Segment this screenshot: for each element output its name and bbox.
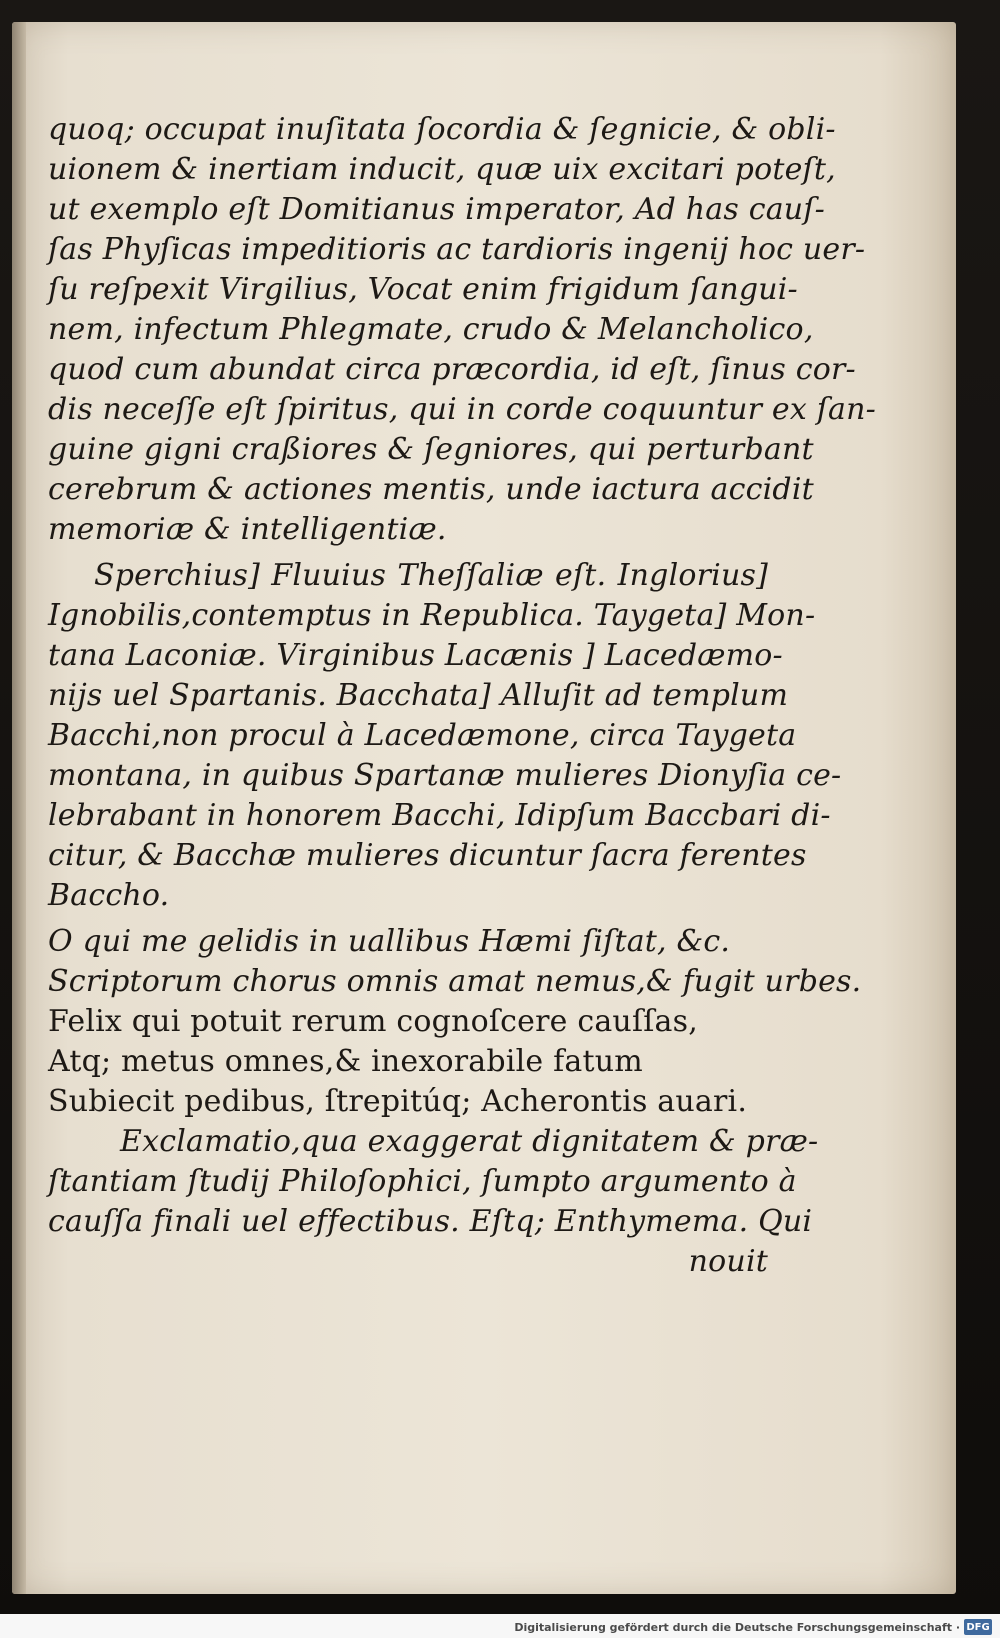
gloss-line: lebrabant in honorem Bacchi, Idipſum Baccbari di- <box>48 798 831 833</box>
dfg-logo: DFG <box>964 1619 992 1635</box>
text-line: ut exemplo eſt Domitianus imperator, Ad has cauſ- <box>48 192 825 227</box>
lemma-line: O qui me gelidis in uallibus Hæmi ſiſtat, &c. <box>48 924 731 959</box>
gloss-line: Sperchius] Fluuius Theſſaliæ eſt. Inglorius] <box>94 558 768 593</box>
verse-line: Atq; metus omnes,& inexorabile fatum <box>48 1044 643 1079</box>
exposition-line: Exclamatio,qua exaggerat dignitatem & præ- <box>120 1124 819 1159</box>
gloss-line: Baccho. <box>48 878 170 913</box>
text-line: guine gigni craßiores & ſegniores, qui perturbant <box>48 432 814 467</box>
text-line: nem, infectum Phlegmate, crudo & Melancholico, <box>48 312 814 347</box>
text-line: memoriæ & intelligentiæ. <box>48 512 447 547</box>
text-line: quod cum abundat circa præcordia, id eſt, ſinus cor- <box>48 352 856 387</box>
gloss-line: nijs uel Spartanis. Bacchata] Alluſit ad templum <box>48 678 789 713</box>
gloss-line: Bacchi,non procul à Lacedæmone, circa Taygeta <box>48 718 797 753</box>
page-gutter <box>12 22 26 1594</box>
text-line: ſas Phyſicas impeditioris ac tardioris ingenij hoc uer- <box>48 232 866 267</box>
book-page <box>12 22 956 1594</box>
verse-line: Felix qui potuit rerum cognoſcere cauſſas, <box>48 1004 698 1039</box>
text-line: cerebrum & actiones mentis, unde iactura accidit <box>48 472 814 507</box>
lemma-line: Scriptorum chorus omnis amat nemus,& fugit urbes. <box>48 964 862 999</box>
footer-bar <box>0 1614 1000 1638</box>
text-line: uionem & inertiam inducit, quæ uix excitari poteſt, <box>48 152 836 187</box>
funding-credit: Digitalisierung gefördert durch die Deutsche Forschungsgemeinschaft · <box>514 1621 960 1634</box>
text-line: ſu reſpexit Virgilius, Vocat enim frigidum ſangui- <box>48 272 798 307</box>
gloss-line: citur, & Bacchæ mulieres dicuntur ſacra ferentes <box>48 838 807 873</box>
gloss-line: tana Laconiæ. Virginibus Lacænis ] Lacedæmo- <box>48 638 783 673</box>
gloss-line: Ignobilis,contemptus in Republica. Taygeta] Mon- <box>48 598 816 633</box>
exposition-line: ſtantiam ſtudij Philoſophici, ſumpto argumento à <box>48 1164 797 1199</box>
text-line: dis neceſſe eſt ſpiritus, qui in corde coquuntur ex ſan- <box>48 392 876 427</box>
gloss-line: montana, in quibus Spartanæ mulieres Dionyſia ce- <box>48 758 842 793</box>
verse-line: Subiecit pedibus, ſtrepitúq; Acherontis auari. <box>48 1084 748 1119</box>
exposition-line: cauſſa finali uel effectibus. Eſtq; Enthymema. Qui <box>48 1204 813 1239</box>
text-line: quoq; occupat inuſitata ſocordia & ſegnicie, & obli- <box>48 112 836 147</box>
catchword: nouit <box>688 1244 768 1279</box>
page-text <box>48 110 876 1282</box>
